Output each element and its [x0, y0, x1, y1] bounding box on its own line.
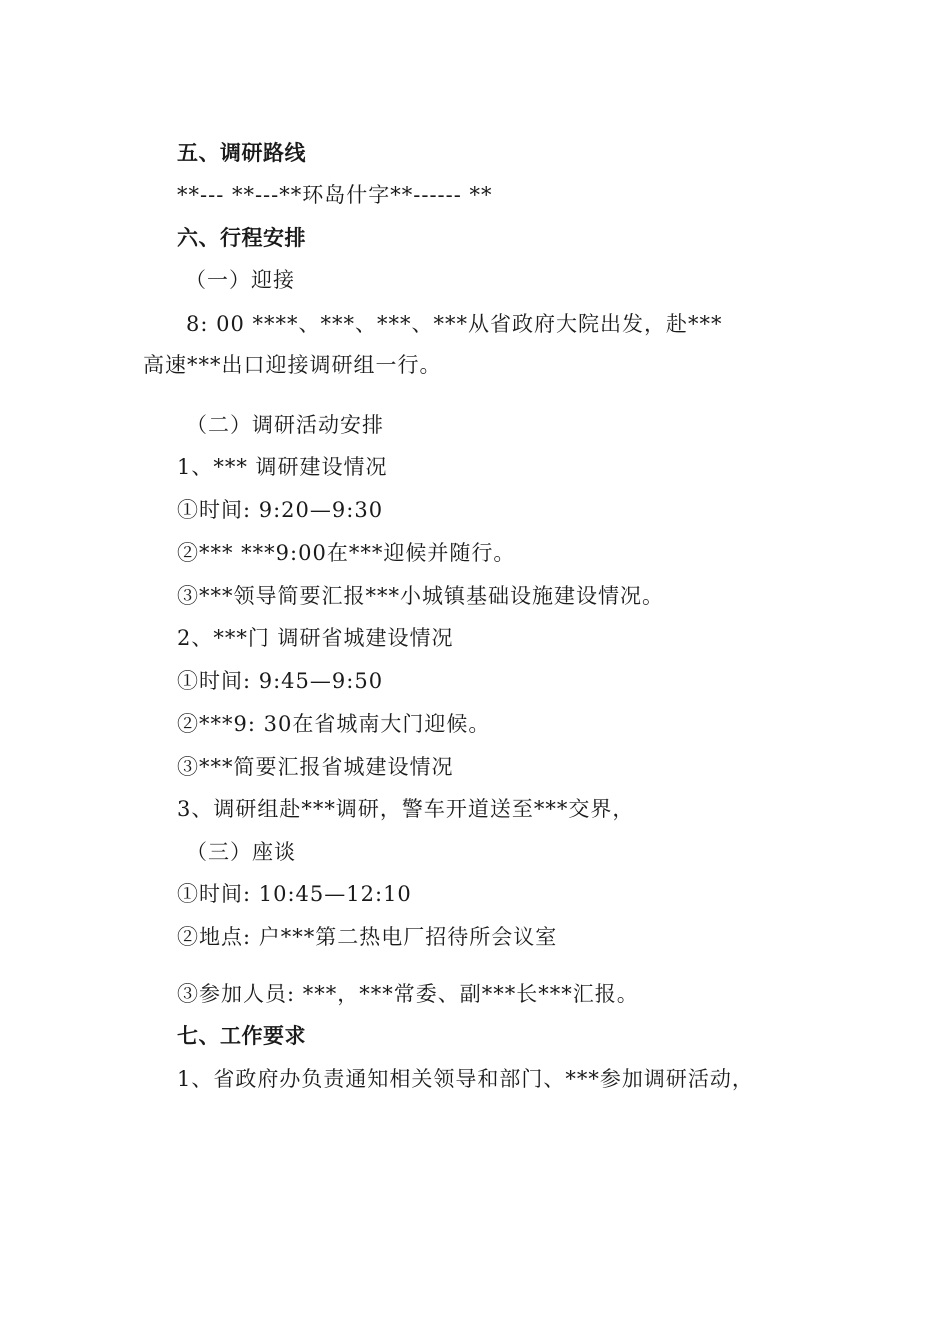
- sub1-line1: 8: 00 ****、***、***、***从省政府大院出发，赴***: [186, 312, 723, 336]
- section5-heading: 五、调研路线: [177, 141, 306, 165]
- item1-time: ①时间: 9:20—9:30: [177, 498, 384, 522]
- section7-heading: 七、工作要求: [177, 1024, 306, 1048]
- sub2-title: （二）调研活动安排: [186, 413, 384, 437]
- sub1-line2: 高速***出口迎接调研组一行。: [143, 353, 442, 377]
- item1-report: ③***领导简要汇报***小城镇基础设施建设情况。: [177, 584, 664, 608]
- section7-item1: 1、省政府办负责通知相关领导和部门、***参加调研活动，: [177, 1067, 754, 1091]
- sub1-title: （一）迎接: [185, 268, 295, 292]
- item3-title: 3、调研组赴***调研，警车开道送至***交界，: [177, 797, 635, 821]
- section6-heading: 六、行程安排: [177, 226, 306, 250]
- item2-time: ①时间: 9:45—9:50: [177, 669, 384, 693]
- item2-report: ③***简要汇报省城建设情况: [177, 755, 454, 779]
- sub3-title: （三）座谈: [186, 840, 296, 864]
- sub3-attendees: ③参加人员: ***，***常委、副***长***汇报。: [177, 982, 639, 1006]
- item1-greet: ②*** ***9:00在***迎候并随行。: [177, 541, 516, 565]
- item2-greet: ②***9: 30在省城南大门迎候。: [177, 712, 491, 736]
- item1-title: 1、*** 调研建设情况: [177, 455, 388, 479]
- sub3-time: ①时间: 10:45—12:10: [177, 882, 412, 906]
- route-line: **--- **---**环岛什字**------ **: [177, 183, 493, 207]
- item2-title: 2、***门 调研省城建设情况: [177, 626, 454, 650]
- sub3-place: ②地点: 户***第二热电厂招待所会议室: [177, 925, 558, 949]
